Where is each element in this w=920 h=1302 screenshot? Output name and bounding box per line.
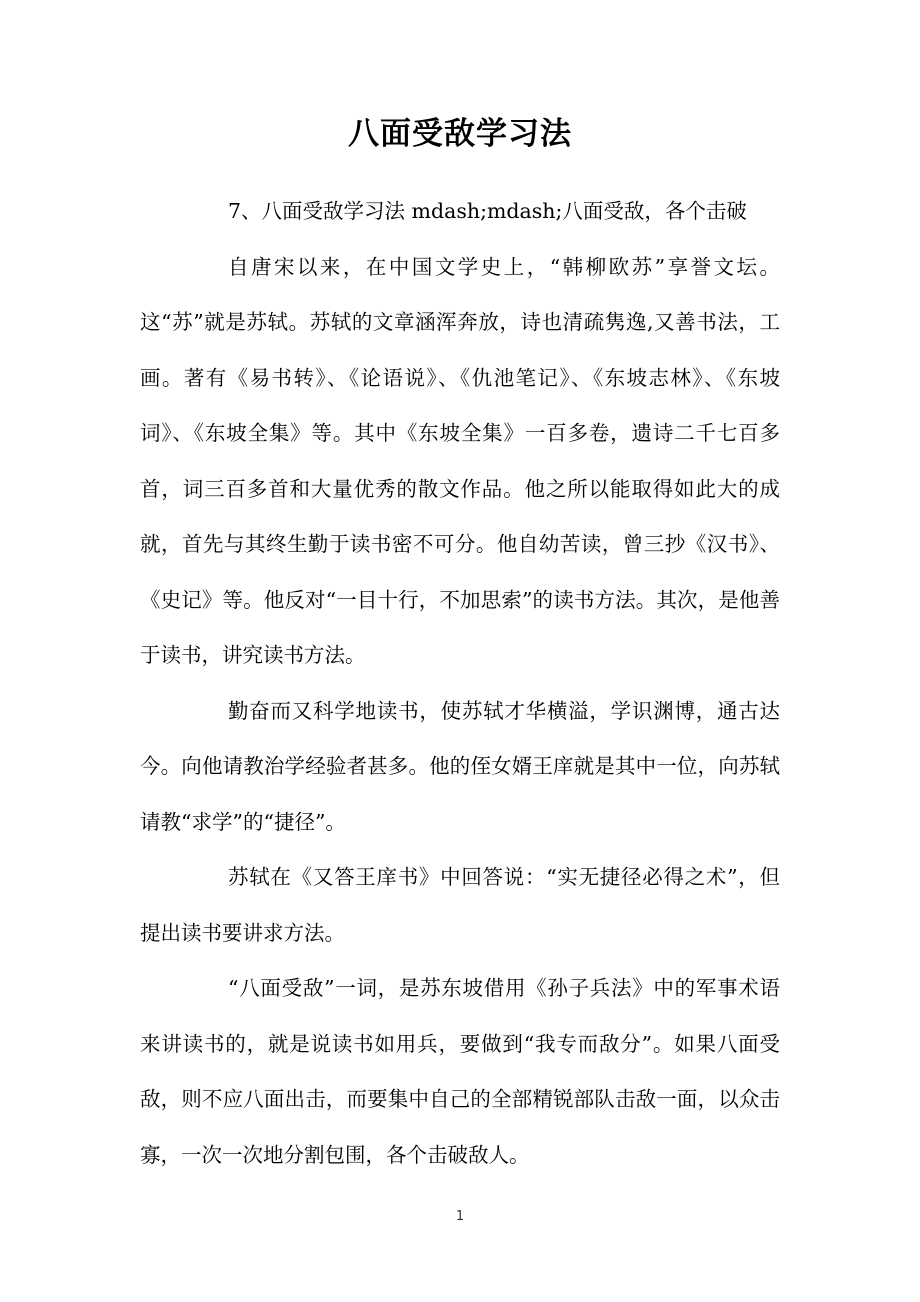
paragraph: 苏轼在《又答王庠书》中回答说：“实无捷径必得之术”，但提出读书要讲求方法。: [140, 865, 780, 945]
paragraph: 自唐宋以来，在中国文学史上，“韩柳欧苏”享誉文坛。这“苏”就是苏轼。苏轼的文章涵浑奔放，诗也清疏隽逸,又善书法，工画。著有《易书转》、《论语说》、《仇池笔记》、《东坡志林》、《东坡词》、《东坡全集》等。其中《东坡全集》一百多卷，遗诗二千七百多首，词三百多首和大量优秀的散文作品。他之所以能取得如此大的成就，首先与其终生勤于读书密不可分。他自幼苦读，曾三抄《汉书》、《史记》等。他反对“一目十行，不加思索”的读书方法。其次，是他善于读书，讲究读书方法。: [140, 254, 780, 667]
document-body: [140, 184, 780, 1183]
page-title: 八面受敌学习法: [348, 116, 572, 152]
paragraph: 勤奋而又科学地读书，使苏轼才华横溢，学识渊博，通古达今。向他请教治学经验者甚多。他的侄女婿王庠就是其中一位，向苏轼请教“求学”的“捷径”。: [140, 698, 780, 834]
section-heading: 7、八面受敌学习法 mdash;mdash;八面受敌，各个击破: [228, 199, 747, 223]
paragraph: “八面受敌”一词，是苏东坡借用《孙子兵法》中的军事术语来讲读书的，就是说读书如用兵，要做到“我专而敌分”。如果八面受敌，则不应八面出击，而要集中自己的全部精锐部队击敌一面，以众击寡，一次一次地分割包围，各个击破敌人。: [140, 976, 780, 1167]
page-number: 1: [455, 1209, 465, 1224]
